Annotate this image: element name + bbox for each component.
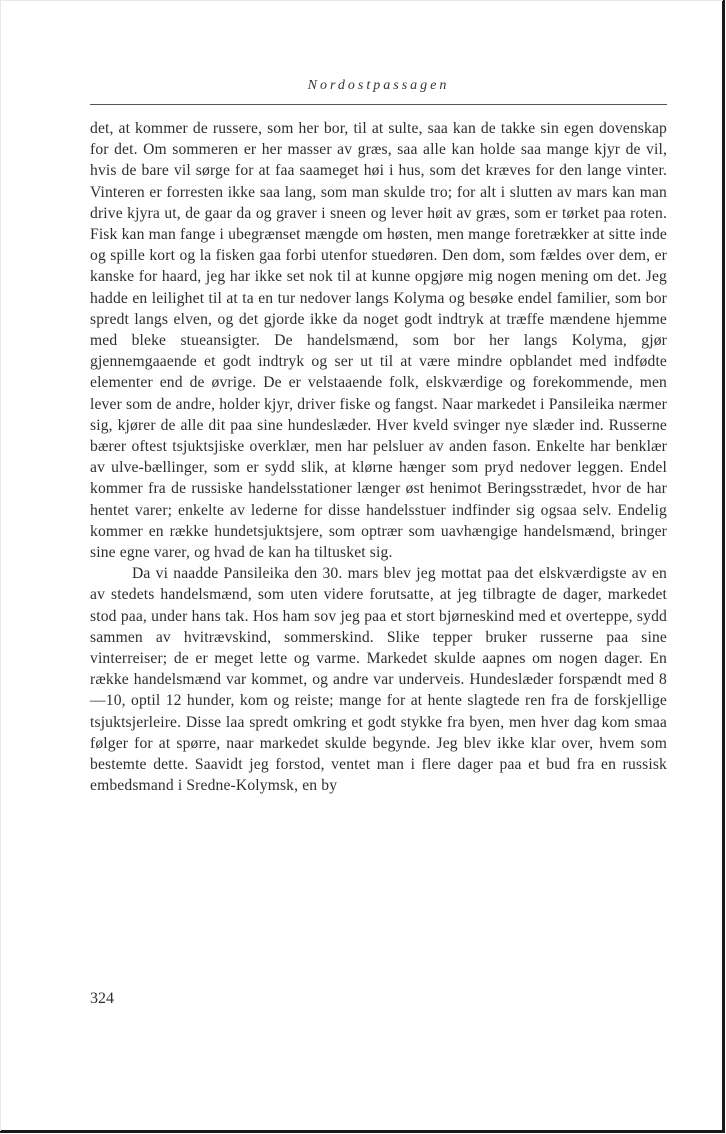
paragraph-2: Da vi naadde Pansileika den 30. mars blev jeg mottat paa det elskværdigste av en av stedets handelsmænd, som uten videre forutsatte, at jeg tilbragte de dager, markedet stod paa, under hans tak. Hos ham sov jeg paa et stort bjørneskind med et overteppe, sydd sammen av hvitrævskind, sommerskind. Slike tepper bruker russerne paa sine vinterreiser; de er meget lette og varme. Markedet skulde aapnes om nogen dager. En række handelsmænd var kommet, og andre var underveis. Hundeslæder forspændt med 8—10, optil 12 hunder, kom og reiste; mange for at hente slagtede ren fra de forskjellige tsjuktsjerleire. Disse laa spredt omkring et godt stykke fra byen, men hver dag kom smaa følger for at spørre, naar markedet skulde begynde. Jeg blev ikke klar over, hvem som bestemte dette. Saavidt jeg forstod, ventet man i flere dager paa et bud fra en russisk embedsmand i Sredne-Kolymsk, en by [90,565,667,795]
body-text [90,118,667,797]
page-number: 324 [90,990,114,1007]
paragraph-1: det, at kommer de russere, som her bor, til at sulte, saa kan de takke sin egen dovenskap for det. Om sommeren er her masser av græs, saa alle kan holde saa mange kjyr de vil, hvis de bare vil sørge for at faa saameget høi i hus, som det kræves for den lange vinter. Vinteren er forresten ikke saa lang, som man skulde tro; for alt i slutten av mars kan man drive kjyra ut, de gaar da og graver i sneen og lever høit av græs, som er tørket paa roten. Fisk kan man fange i ubegrænset mængde om høsten, men mange foretrækker at sitte inde og spille kort og la fisken gaa forbi utenfor stuedøren. Den dom, som fældes over dem, er kanske for haard, jeg har ikke set nok til at kunne opgjøre mig nogen mening om det. Jeg hadde en leilighet til at ta en tur nedover langs Kolyma og besøke endel familier, som bor spredt langs elven, og det gjorde ikke da noget godt indtryk at træffe mændene hjemme med bleke stueansigter. De handelsmænd, som bor her langs Kolyma, gjør gjennemgaaende et godt indtryk og ser ut til at være mindre opblandet med indfødte elementer end de øvrige. De er velstaaende folk, elskværdige og forekommende, men lever som de andre, holder kjyr, driver fiske og fangst. Naar markedet i Pansileika nærmer sig, kjører de alle dit paa sine hundeslæder. Hver kveld svinger nye slæder ind. Russerne bærer oftest tsjuktsjiske overklær, men har pelsluer av anden fason. Enkelte har benklær av ulve-bællinger, som er sydd slik, at klørne hænger som pryd nedover leggen. Endel kommer fra de russiske handelsstationer længer øst henimot Beringsstrædet, hvor de har hentet varer; enkelte av lederne for disse handelsstuer indfinder sig ogsaa selv. Endelig kommer en række hundetsjuktsjere, som optrær som uavhængige handelsmænd, bringer sine egne varer, og hvad de kan ha tiltusket sig. [90,120,667,562]
header-rule [90,104,667,105]
running-title: Nordostpassagen [307,78,450,93]
